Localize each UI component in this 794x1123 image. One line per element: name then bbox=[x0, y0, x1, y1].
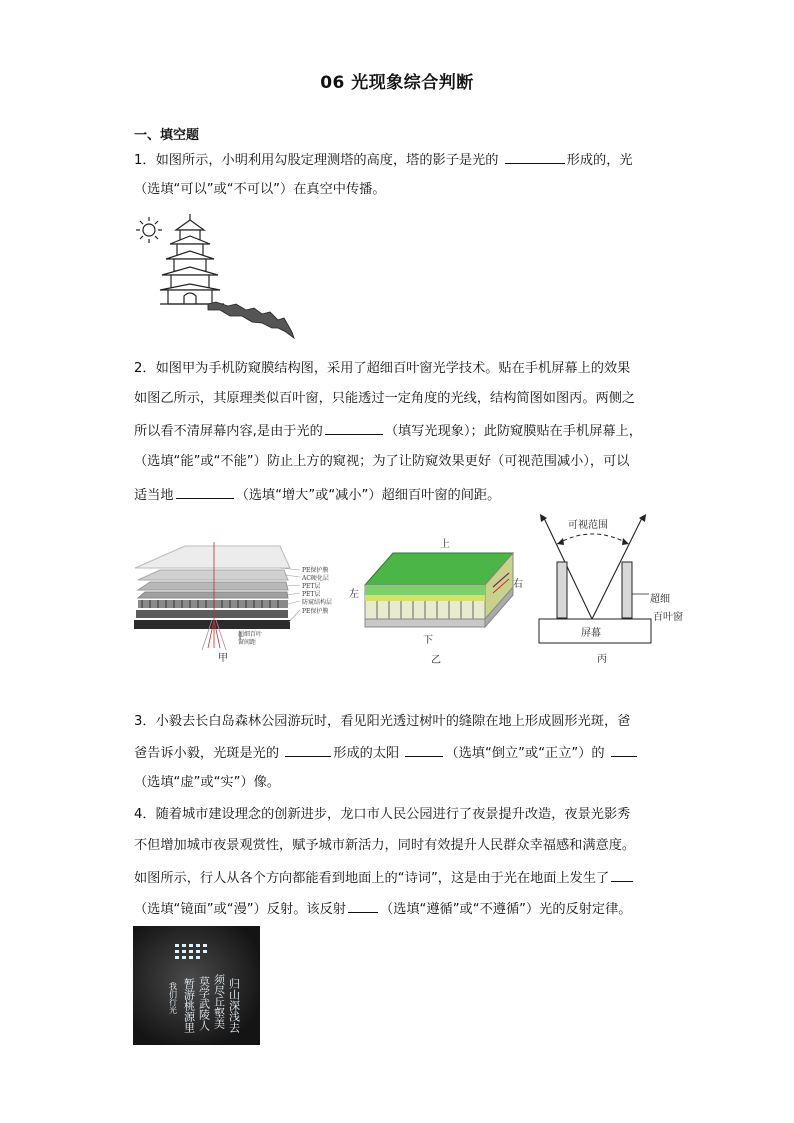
pagoda-figure bbox=[132, 210, 302, 342]
louver-slat bbox=[557, 562, 567, 618]
boundary-ray bbox=[592, 516, 643, 619]
shadow-shape bbox=[208, 302, 294, 338]
q2-line-2: 如图乙所示，其原理类似百叶窗，只能透过一定角度的光线，结构简图如图丙。两侧之 bbox=[134, 391, 636, 406]
poem-column: 我们行光 bbox=[168, 982, 178, 1014]
louver-slat bbox=[622, 562, 632, 618]
layer-label: PE保护膜 bbox=[302, 608, 329, 615]
film-layer bbox=[135, 546, 290, 568]
q3-line-1: 3．小毅去长白岛森林公园游玩时，看见阳光透过树叶的缝隙在地上形成圆形光斑，爸 bbox=[134, 714, 631, 729]
q3-text-c: （选填“倒立”或“正立”）的 bbox=[445, 746, 609, 761]
layer-label: AC硬化层 bbox=[302, 575, 329, 582]
label-right: 右 bbox=[513, 579, 523, 590]
q4-text-a: 如图所示，行人从各个方向都能看到地面上的“诗词”，这是由于光在地面上发生了 bbox=[134, 871, 610, 886]
view-range-arc bbox=[557, 534, 629, 544]
poem-column: 暂游桃源里 bbox=[182, 978, 196, 1033]
q4-line-3 bbox=[134, 868, 635, 888]
q1-text-c: （选填“可以”或“不可以”）在真空中传播。 bbox=[134, 182, 386, 197]
q2-line-1: 2．如图甲为手机防窥膜结构图，采用了超细百叶窗光学技术。贴在手机屏幕上的效果 bbox=[134, 361, 631, 376]
q1-line-2 bbox=[134, 181, 386, 199]
q3-blank-1[interactable] bbox=[285, 743, 331, 757]
q1-line-1 bbox=[134, 150, 633, 170]
q2-blank-2[interactable] bbox=[176, 485, 234, 499]
screen-label: 屏幕 bbox=[581, 628, 601, 639]
spacing-note: 超细百叶 bbox=[238, 631, 263, 638]
poem-photo bbox=[133, 926, 260, 1045]
spacing-note: 窗间距 bbox=[238, 639, 257, 646]
poem-column: 莫学武陵人 bbox=[197, 976, 211, 1031]
q2-blank-1[interactable] bbox=[325, 421, 383, 435]
poem-column: 归山深浅去 bbox=[227, 978, 241, 1033]
q1-text-a: 1．如图所示，小明利用勾股定理测塔的高度，塔的影子是光的 bbox=[134, 153, 503, 168]
label-bottom: 下 bbox=[423, 635, 433, 646]
q4-line-2: 不但增加城市夜景观赏性，赋予城市新活力，同时有效提升人民群众幸福感和满意度。 bbox=[134, 838, 636, 853]
figure-caption-bing: 丙 bbox=[597, 654, 607, 665]
q3-blank-2[interactable] bbox=[405, 743, 443, 757]
q4-line-1: 4．随着城市建设理念的创新进步，龙口市人民公园进行了夜景提升改造，夜景光影秀 bbox=[134, 807, 631, 822]
q4-blank-1[interactable] bbox=[611, 868, 633, 882]
pagoda-icon bbox=[160, 214, 224, 304]
q2-text-d: （选填“增大”或“减小”）超细百叶窗的间距。 bbox=[235, 488, 501, 503]
figure-bing bbox=[535, 512, 695, 668]
page-title: 06 光现象综合判断 bbox=[320, 73, 474, 93]
figure-caption-jia: 甲 bbox=[218, 653, 228, 664]
q3-blank-3[interactable] bbox=[611, 743, 637, 757]
q4-text-c: （选填“遵循”或“不遵循”）光的反射定律。 bbox=[379, 902, 632, 917]
label-left: 左 bbox=[349, 589, 359, 600]
film-layer bbox=[138, 570, 288, 580]
layer-label: 防窥结构层 bbox=[302, 599, 333, 606]
q2-text-c: 适当地 bbox=[134, 488, 174, 503]
q4-text-b: （选填“镜面”或“漫”）反射。该反射 bbox=[134, 902, 346, 917]
q3-line-3: （选填“虚”或“实”）像。 bbox=[134, 775, 281, 790]
poem-column: 须尽丘壑美 bbox=[212, 974, 226, 1029]
figure-caption-yi: 乙 bbox=[431, 655, 441, 666]
slat-label: 超细 bbox=[650, 594, 670, 605]
layer-label: PET层 bbox=[302, 591, 321, 598]
figure-yi bbox=[345, 535, 525, 667]
q3-text-a: 爸告诉小毅，光斑是光的 bbox=[134, 746, 284, 761]
film-layer bbox=[136, 610, 288, 618]
layer-label: PET层 bbox=[302, 583, 321, 590]
q2-text-a: 所以看不清屏幕内容,是由于光的 bbox=[134, 424, 323, 439]
q2-line-3 bbox=[134, 421, 642, 441]
q2-text-b: （填写光现象）；此防窥膜贴在手机屏幕上， bbox=[384, 424, 642, 439]
q3-line-2 bbox=[134, 743, 639, 763]
film-layer bbox=[138, 600, 288, 608]
slat-label: 百叶窗 bbox=[653, 612, 683, 623]
q2-line-5 bbox=[134, 485, 500, 505]
q3-text-b: 形成的太阳 bbox=[333, 746, 404, 761]
label-top: 上 bbox=[440, 539, 450, 550]
q1-blank-1[interactable] bbox=[505, 150, 565, 164]
figure-jia bbox=[130, 540, 345, 666]
q4-blank-2[interactable] bbox=[348, 899, 378, 913]
section-heading: 一、填空题 bbox=[134, 128, 200, 143]
film-layer bbox=[138, 582, 288, 590]
film-layer bbox=[138, 592, 288, 598]
q2-line-4: （选填“能”或“不能”）防止上方的窥视；为了让防窥效果更好（可视范围减小），可以 bbox=[134, 454, 630, 469]
view-range-label: 可视范围 bbox=[568, 520, 608, 531]
q1-text-b: 形成的，光 bbox=[566, 153, 633, 168]
sun-icon bbox=[136, 217, 162, 243]
q4-line-4 bbox=[134, 899, 631, 919]
layer-label: PE保护膜 bbox=[302, 567, 329, 574]
